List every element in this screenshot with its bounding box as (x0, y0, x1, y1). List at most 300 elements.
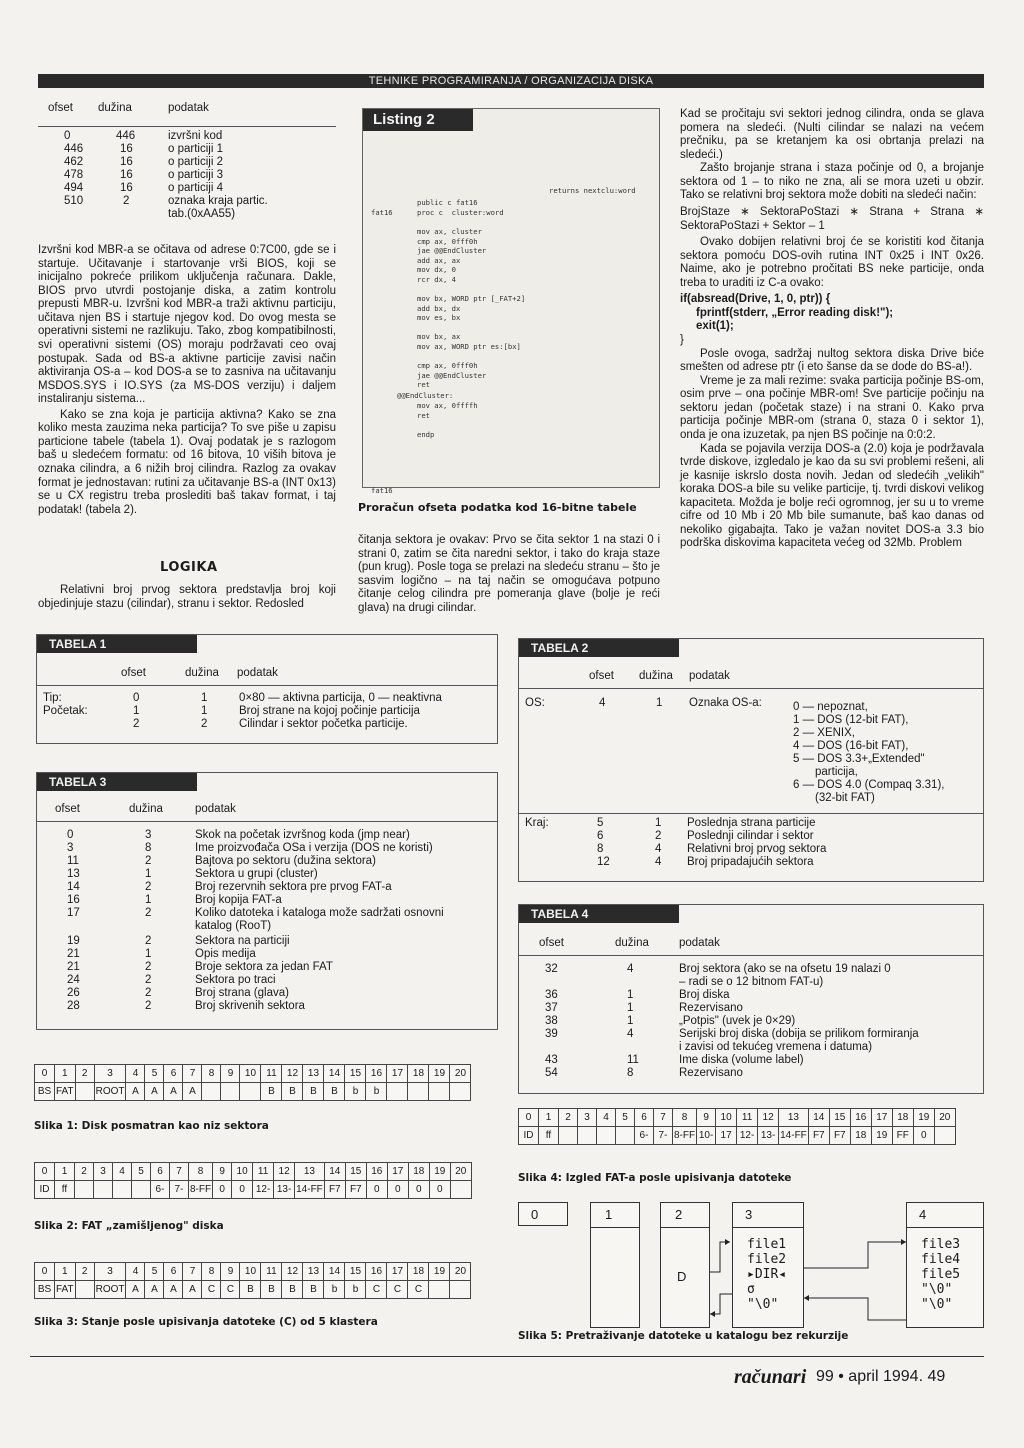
slika-2-strip (34, 1162, 472, 1199)
value-cell: A (183, 1281, 202, 1299)
code-labels: fat16 fat16 (371, 207, 393, 495)
os-code (519, 766, 983, 779)
value-cell: 0 (408, 1181, 429, 1199)
middle-column-text (358, 534, 660, 615)
value-cell: 19 (871, 1127, 892, 1145)
cell: 4 (627, 963, 634, 975)
index-cell: 8 (673, 1109, 697, 1127)
index-cell: 18 (892, 1109, 913, 1127)
index-cell: 3 (94, 1163, 113, 1181)
code-tail: mov ax, 0ffffh ret endp (417, 401, 478, 439)
sector-table (34, 1064, 471, 1101)
value-cell: 0 (429, 1181, 450, 1199)
index-cell: 1 (539, 1109, 559, 1127)
paragraph: Kada se pojavila verzija DOS-a (2.0) koja je podržavala tvrde diskove, izgledalo je kao da su svi problemi rešeni, ali je kasnije iskrslo dosta novih. Jedan od sledećih „velikih" koraka DOS-a bile su velike particije, tj. tvrdi diskovi velikog kapaciteta. Možda je bolje reći ogromnog, jer su u to vreme cifre od 10 Mb i 20 Mb bile sumanute, baš kao danas od nekoliko gigabajta. Tako je važan novitet DOS-a 3.3 bio podrška diskovima kapaciteta većeg od 32Mb. Problem (680, 442, 984, 550)
cell: Opis medija (195, 948, 256, 960)
index-cell: 19 (429, 1163, 450, 1181)
table-header (37, 803, 497, 816)
dir-entry: file3 (921, 1237, 961, 1252)
value-cell: 14-FF (779, 1127, 809, 1145)
index-cell: 0 (35, 1065, 55, 1083)
col-header: podatak (237, 667, 278, 679)
index-cell: 13 (303, 1263, 324, 1281)
value-cell: A (164, 1083, 183, 1101)
index-cell: 14 (324, 1263, 345, 1281)
index-cell: 17 (387, 1163, 408, 1181)
cell: 2 — XENIX, (793, 727, 855, 739)
paragraph: Relativni broj prvog sektora predstavlja broj koji objedinjuje stazu (cilindar), stranu i sektor. Redosled (38, 584, 336, 610)
arrowhead (804, 1295, 809, 1301)
index-cell: 15 (345, 1065, 366, 1083)
index-cell: 11 (253, 1163, 274, 1181)
dir-entry: "\0" (747, 1297, 779, 1312)
index-cell: 10 (232, 1163, 253, 1181)
value-cell: ROOT (94, 1281, 126, 1299)
index-cell: 10 (240, 1263, 261, 1281)
value-cell: 0 (913, 1127, 934, 1145)
cell: 462 (64, 156, 84, 168)
index-cell: 17 (387, 1263, 408, 1281)
index-cell: 0 (519, 1109, 539, 1127)
cell: Sektora u grupi (cluster) (195, 868, 318, 880)
cell: 8 (627, 1067, 634, 1079)
index-cell: 12 (282, 1065, 303, 1083)
table-row (37, 920, 497, 933)
table-row (37, 868, 497, 881)
cell: 4 (655, 843, 662, 855)
col-header: ofset (48, 102, 73, 114)
cell: 26 (67, 987, 80, 999)
cell: 0 (133, 692, 140, 704)
index-cell: 18 (408, 1163, 429, 1181)
cell: 494 (64, 182, 84, 194)
index-cell: 20 (450, 1263, 471, 1281)
cell: 1 (133, 705, 140, 717)
index-cell: 6 (151, 1163, 170, 1181)
cell: Koliko datoteka i kataloga može sadržati osnovni (195, 907, 444, 919)
cell: 16 (120, 169, 133, 181)
cell: 16 (67, 894, 80, 906)
value-cell: C (221, 1281, 240, 1299)
value-cell: 7- (654, 1127, 673, 1145)
index-cell: 16 (366, 1065, 387, 1083)
value-cell (240, 1083, 261, 1101)
col-header: ofset (121, 667, 146, 679)
cell: 5 (597, 817, 604, 829)
cell: oznaka kraja partic. (168, 195, 268, 207)
index-row (519, 1109, 956, 1127)
divider (519, 955, 983, 956)
os-code (519, 727, 983, 740)
cell: Serijski broj diska (dobija se prilikom formiranja (679, 1028, 919, 1040)
index-cell: 14 (324, 1065, 345, 1083)
dir-entry: ▸DIR◂ (747, 1267, 787, 1282)
value-cell: A (164, 1281, 183, 1299)
value-cell: F7 (808, 1127, 829, 1145)
table-row (38, 130, 336, 143)
table-row (519, 817, 983, 830)
cell: katalog (RooT) (195, 920, 272, 932)
value-cell: B (324, 1083, 345, 1101)
index-cell: 10 (240, 1065, 261, 1083)
value-cell: 6- (635, 1127, 654, 1145)
tabela-4-title: TABELA 4 (519, 905, 679, 923)
dir-marker: D (677, 1269, 687, 1284)
table-row (37, 987, 497, 1000)
value-cell: 12- (253, 1181, 274, 1199)
paragraph: čitanja sektora je ovakav: Prvo se čita sektor 1 na stazi 0 i strani 0, zatim se čita naredni sektor, i tako do kraja staze (pun krug). Posle toga se prelazi na sledeću stranu – što je sasvim logično – na taj način se omogućava potpuno čitanje celog cilindra pre pomeranja glave (bolje je reći glava) na drugi cilindar. (358, 534, 660, 614)
col-header: podatak (689, 670, 730, 682)
index-cell: 0 (35, 1163, 55, 1181)
cell: 37 (545, 1002, 558, 1014)
cell: 1 (201, 692, 208, 704)
cell: Rezervisano (679, 1002, 743, 1014)
cell: OS: (525, 697, 545, 709)
col-header: podatak (168, 102, 209, 114)
cell: 24 (67, 974, 80, 986)
cell: 4 (599, 697, 606, 709)
value-row (35, 1181, 472, 1199)
paragraph: Vreme je za mali rezime: svaka particija počinje BS-om, osim prve – ona počinje MBR-om! Sve particije počinju na sektoru jedan (početak staze) i na strani 0. Kako prva particija počinje MBR-om (strana 0, staza 0 i sektor 1), onda je ona izuzetak, pa njen BS počinje na 0:0:2. (680, 374, 984, 441)
slika-5-caption: Slika 5: Pretraživanje datoteke u katalogu bez rekurzije (518, 1330, 849, 1342)
index-cell: 4 (126, 1263, 145, 1281)
section-header: TEHNIKE PROGRAMIRANJA / ORGANIZACIJA DISKA (38, 74, 984, 88)
cell: Oznaka OS-a: (689, 697, 762, 709)
value-cell (429, 1083, 450, 1101)
value-cell: 17 (716, 1127, 737, 1145)
value-cell: b (345, 1083, 366, 1101)
cell: 4 (655, 856, 662, 868)
code-line: fprintf(stderr, „Error reading disk!"); (696, 306, 894, 319)
value-cell: FAT (55, 1083, 76, 1101)
table-row (37, 948, 497, 961)
value-cell: FAT (55, 1281, 76, 1299)
cell: 2 (145, 881, 152, 893)
col-header: ofset (589, 670, 614, 682)
value-cell (408, 1083, 429, 1101)
value-cell: F7 (324, 1181, 345, 1199)
index-cell: 3 (94, 1065, 126, 1083)
formula (680, 206, 984, 233)
table-row (519, 976, 983, 989)
value-cell: A (126, 1083, 145, 1101)
code-body: public c fat16 proc c cluster:word mov ax, cluster cmp ax, 0fff0h jae @@EndCluster add ax, ax mov dx, 0 rcr dx, 4 mov bx, WORD ptr [_FAT+2] add bx, dx mov es, bx mov bx, ax mov ax, WORD ptr es:[bx] cmp ax, 0fff0h jae @@EndCluster ret (417, 198, 526, 390)
cell: Poslednji cilindar i sektor (687, 830, 814, 842)
value-cell: ff (539, 1127, 559, 1145)
table-row (519, 1015, 983, 1028)
cell: 11 (67, 855, 79, 867)
cell: 5 — DOS 3.3+„Extended" (793, 753, 925, 765)
index-cell: 10 (716, 1109, 737, 1127)
table-header (37, 667, 497, 680)
value-cell: 0 (232, 1181, 253, 1199)
index-cell: 18 (408, 1263, 429, 1281)
value-cell: BS (35, 1281, 55, 1299)
arrowhead (710, 1311, 715, 1317)
tabela-1 (36, 634, 498, 744)
arrowhead (725, 1239, 730, 1245)
index-cell: 5 (145, 1065, 164, 1083)
index-cell: 3 (578, 1109, 597, 1127)
value-cell: 10- (697, 1127, 716, 1145)
cell: 1 (627, 1015, 634, 1027)
tabela-2 (518, 638, 984, 882)
dir-entry: file4 (921, 1252, 961, 1267)
index-cell: 5 (145, 1263, 164, 1281)
value-cell: 13- (758, 1127, 779, 1145)
index-cell: 9 (213, 1163, 232, 1181)
table-row (519, 830, 983, 843)
value-cell: ROOT (94, 1083, 126, 1101)
os-code (519, 779, 983, 792)
paragraph: Zašto brojanje strana i staza počinje od 0, a brojanje sektora od 1 – to niko ne zna, ali se mora uzeti u obzir. Tako se relativni broj sektora može dobiti na sledeći način: (680, 162, 984, 202)
value-cell: C (408, 1281, 429, 1299)
value-row (35, 1281, 471, 1299)
cell: Početak: (43, 705, 88, 717)
divider (519, 813, 983, 814)
cell: 16 (120, 156, 133, 168)
cell: 2 (145, 974, 152, 986)
code-line: } (680, 334, 684, 346)
value-cell: ID (519, 1127, 539, 1145)
index-cell: 14 (324, 1163, 345, 1181)
dir-entry: "\0" (921, 1282, 953, 1297)
value-cell (616, 1127, 635, 1145)
value-cell: 12- (737, 1127, 758, 1145)
sector-number: 0 (531, 1207, 539, 1222)
paragraph: Kako se zna koja je particija aktivna? Kako se zna koliko mesta zauzima neka particija? To sve piše u zapisu particione tabele (tabela 1). Ovaj podatak je s razlogom baš u sledećem formatu: od 16 bitova, 10 viših bitova je oznaka cilindra, a 6 nižih broj cilindra. Razlog za ovakav format je jednostavan: rutini za učitavanje BS-a (INT 0x13) se u CX registru treba proslediti baš takav format, i taj podatak! (tabela 2). (38, 408, 336, 516)
cell: 8 (145, 842, 152, 854)
footer-rule (30, 1356, 984, 1357)
table-row (37, 881, 497, 894)
cell: Cilindar i sektor početka particije. (239, 718, 408, 730)
code-returns: returns nextclu:word (549, 186, 636, 195)
listing-caption: Proračun ofseta podatka kod 16-bitne tabele (358, 501, 637, 514)
dir-entry: "\0" (921, 1297, 953, 1312)
table-row (37, 935, 497, 948)
table-row (519, 1028, 983, 1041)
index-cell: 15 (829, 1109, 850, 1127)
cell: 21 (67, 961, 80, 973)
cell: Broj strana (glava) (195, 987, 289, 999)
cell: Rezervisano (679, 1067, 743, 1079)
value-cell: C (202, 1281, 221, 1299)
table-row (37, 855, 497, 868)
col-header: dužina (98, 102, 132, 114)
cell: 1 — DOS (12-bit FAT), (793, 714, 909, 726)
cell: izvršni kod (168, 130, 223, 142)
index-cell: 2 (75, 1263, 94, 1281)
cell: 2 (145, 855, 152, 867)
cell: 1 (656, 697, 663, 709)
cell: 14 (67, 881, 80, 893)
index-cell: 16 (366, 1263, 387, 1281)
cell: 17 (67, 907, 80, 919)
index-cell: 15 (345, 1163, 366, 1181)
index-cell: 7 (170, 1163, 189, 1181)
cell: 2 (145, 935, 152, 947)
cell: 2 (145, 1000, 152, 1012)
code-line: if(absread(Drive, 1, 0, ptr)) { (680, 293, 831, 306)
index-cell: 4 (126, 1065, 145, 1083)
index-cell: 13 (295, 1163, 325, 1181)
col-header: podatak (679, 937, 720, 949)
index-cell: 2 (75, 1065, 94, 1083)
left-column-text-2 (38, 584, 336, 611)
index-cell: 13 (779, 1109, 809, 1127)
cell: 19 (67, 935, 80, 947)
cell: Broj rezervnih sektora pre prvog FAT-a (195, 881, 392, 893)
os-code (519, 792, 983, 805)
cell: 43 (545, 1054, 558, 1066)
index-cell: 19 (429, 1263, 450, 1281)
cell: Broj skrivenih sektora (195, 1000, 305, 1012)
value-cell (113, 1181, 132, 1199)
index-row (35, 1065, 471, 1083)
value-cell (75, 1083, 94, 1101)
col-header: dužina (129, 803, 163, 815)
paragraph: Posle ovoga, sadržaj nultog sektora diska Drive biće smešten od adrese ptr (i eto šanse da se dode do BS-a!). (680, 347, 984, 374)
value-cell: A (145, 1281, 164, 1299)
col-header: dužina (615, 937, 649, 949)
value-cell: 0 (387, 1181, 408, 1199)
dir-entry: file1 (747, 1237, 787, 1252)
index-cell: 9 (697, 1109, 716, 1127)
value-cell: 0 (213, 1181, 232, 1199)
index-cell: 20 (450, 1065, 471, 1083)
cell: 1 (145, 948, 152, 960)
index-cell: 5 (132, 1163, 151, 1181)
value-cell: B (303, 1083, 324, 1101)
cell: 1 (145, 894, 152, 906)
divider (38, 126, 336, 127)
cell: 0 — nepoznat, (793, 701, 868, 713)
cell: o particiji 2 (168, 156, 223, 168)
cell: 1 (627, 989, 634, 1001)
index-cell: 13 (303, 1065, 324, 1083)
paragraph: Ovako dobijen relativni broj će se koristiti kod čitanja sektora pomoću DOS-ovih rutina INT 0x25 i INT 0x26. Naime, ako je potrebno pročitati BS neke particije, onda treba to uraditi iz C-a ovako: (680, 236, 984, 289)
value-cell (221, 1083, 240, 1101)
index-cell: 6 (635, 1109, 654, 1127)
listing-title: Listing 2 (363, 109, 473, 131)
index-cell: 14 (808, 1109, 829, 1127)
value-cell (597, 1127, 616, 1145)
cell: o particiji 3 (168, 169, 223, 181)
index-cell: 4 (597, 1109, 616, 1127)
value-row (35, 1083, 471, 1101)
value-cell (934, 1127, 955, 1145)
cell: 38 (545, 1015, 558, 1027)
index-cell: 8 (202, 1065, 221, 1083)
cell: 3 (145, 829, 152, 841)
table-row (519, 1054, 983, 1067)
value-cell (202, 1083, 221, 1101)
cell: o particiji 1 (168, 143, 223, 155)
cell: 2 (133, 718, 140, 730)
index-cell: 16 (366, 1163, 387, 1181)
cell: 6 (597, 830, 604, 842)
index-cell: 20 (450, 1163, 471, 1181)
cell: 4 — DOS (16-bit FAT), (793, 740, 909, 752)
cell: 21 (67, 948, 80, 960)
cell: – radi se o 12 bitnom FAT-u) (679, 976, 824, 988)
table-row (37, 961, 497, 974)
index-cell: 11 (261, 1263, 282, 1281)
cell: 13 (67, 868, 80, 880)
value-cell: B (282, 1281, 303, 1299)
cell: 39 (545, 1028, 558, 1040)
sector-table (518, 1108, 956, 1145)
cell: 32 (545, 963, 558, 975)
sector-number: 4 (919, 1207, 927, 1222)
value-cell: 0 (366, 1181, 387, 1199)
issue-info: 99 • april 1994. 49 (816, 1368, 946, 1385)
table-row (519, 856, 983, 869)
index-cell: 8 (189, 1163, 213, 1181)
index-cell: 17 (871, 1109, 892, 1127)
index-cell: 12 (282, 1263, 303, 1281)
listing-box (362, 108, 660, 495)
index-cell: 19 (913, 1109, 934, 1127)
value-cell (559, 1127, 578, 1145)
table-row (37, 974, 497, 987)
mbr-table (38, 102, 336, 222)
index-cell: 6 (164, 1263, 183, 1281)
table-row (519, 1002, 983, 1015)
cell: o particiji 4 (168, 182, 223, 194)
cell: 1 (201, 705, 208, 717)
cell: i zavisi od tekućeg vremena i datuma) (679, 1041, 873, 1053)
index-cell: 4 (113, 1163, 132, 1181)
value-cell: F7 (345, 1181, 366, 1199)
index-cell: 11 (261, 1065, 282, 1083)
value-cell: b (345, 1281, 366, 1299)
cell: 1 (655, 817, 662, 829)
arrows (518, 1202, 984, 1332)
value-cell (450, 1083, 471, 1101)
table-row (37, 842, 497, 855)
slika-5-figure (518, 1202, 984, 1332)
index-cell: 16 (850, 1109, 871, 1127)
cell: (32-bit FAT) (815, 792, 875, 804)
index-cell: 0 (35, 1263, 55, 1281)
index-cell: 2 (75, 1163, 94, 1181)
index-cell: 7 (183, 1065, 202, 1083)
index-cell: 1 (55, 1065, 76, 1083)
os-code (519, 714, 983, 727)
index-cell: 5 (616, 1109, 635, 1127)
table-row (38, 208, 336, 221)
table-header (519, 670, 983, 683)
slika-1-caption: Slika 1: Disk posmatran kao niz sektora (34, 1120, 269, 1132)
cell: 36 (545, 989, 558, 1001)
table-row (37, 705, 497, 718)
cell: Sektora po traci (195, 974, 276, 986)
arrow-back (710, 1294, 732, 1314)
value-cell: 18 (850, 1127, 871, 1145)
tabela-3 (36, 772, 498, 1030)
value-cell: ff (55, 1181, 75, 1199)
cell: Broj strane na kojoj počinje particija (239, 705, 420, 717)
col-header: dužina (639, 670, 673, 682)
cell: 1 (145, 868, 152, 880)
value-cell: B (303, 1281, 324, 1299)
tabela-1-title: TABELA 1 (37, 635, 197, 653)
code-line: exit(1); (696, 320, 734, 333)
table-row (519, 1067, 983, 1080)
table-row (37, 1000, 497, 1013)
value-cell: B (282, 1083, 303, 1101)
